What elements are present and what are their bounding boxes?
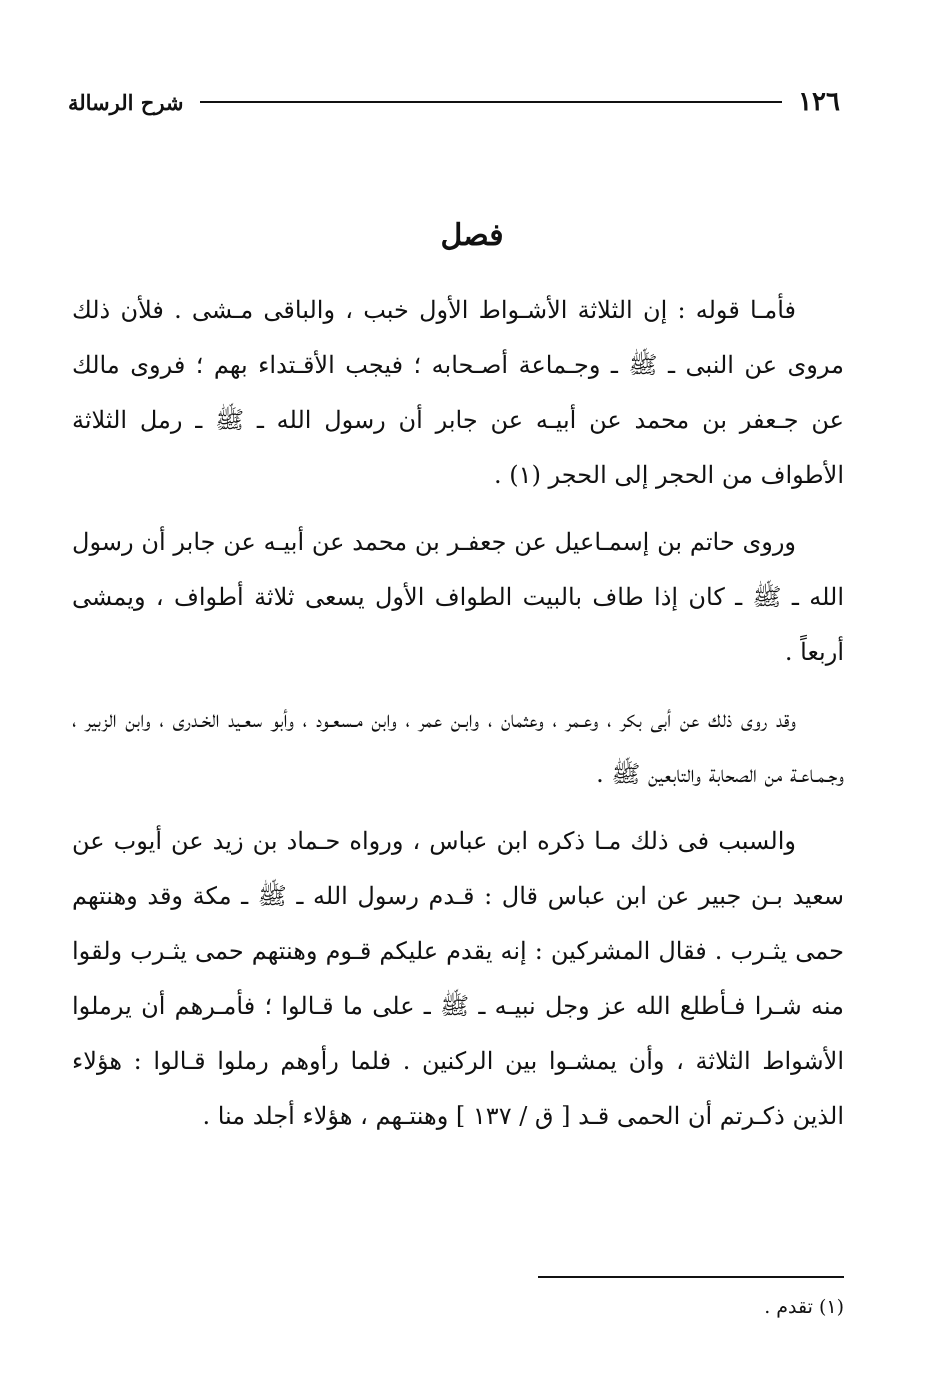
paragraph-4: والسبب فى ذلك مـا ذكره ابن عباس ، ورواه حـماد بن زيد عن أيوب عن سعيد بـن جبير عن ابن عباس قال : قـدم رسول الله ـ ﷺ ـ مكة وقد وهنتهم حمى يثـرب . فقال المشركين : إنه يقدم عليكم قـوم وهنتهم حمى يثـرب ولقوا منه شـرا فـأطلع الله عز وجل نبيـه ـ ﷺ ـ على ما قـالوا ؛ فأمـرهم أن يرملوا الأشواط الثلاثة ، وأن يمشـوا بين الركنين . فلما رأوهم رملوا قـالوا : هؤلاء الذين ذكـرتم أن الحمى قـد [ ق / ١٣٧ ] وهنتـهم ، هؤلاء أجلد منا . bbox=[72, 827, 844, 1130]
running-title: شرح الرسالة bbox=[68, 89, 184, 115]
footnote: (١) تقدم . bbox=[764, 1296, 844, 1318]
body-text bbox=[72, 283, 844, 1156]
paragraph-3: وقد روى ذلك عن أبى بكر ، وعـمر ، وعثمان ، وابـن عمر ، وابن مـسعـود ، وأبو سعـيد الخـدرى ، وابن الزبير ، وجـمـاعـة من الصحابة والتابعين ﷺ . bbox=[72, 705, 844, 788]
paragraph-2: وروى حاتم بن إسمـاعيل عن جعفـر بن محمد عن أبيـه عن جابر أن رسول الله ـ ﷺ ـ كان إذا طاف بالبيت الطواف الأول يسعى ثلاثة أطواف ، ويمشى أربعاً . bbox=[72, 528, 844, 666]
page-number: ١٢٦ bbox=[798, 87, 840, 117]
footnote-rule bbox=[538, 1276, 844, 1278]
header-rule bbox=[200, 101, 783, 103]
section-title: فصل bbox=[440, 218, 504, 253]
paragraph-1: فأمـا قوله : إن الثلاثة الأشـواط الأول خبب ، والباقى مـشى . فلأن ذلك مروى عن النبى ـ ﷺ ـ وجـماعة أصـحابه ؛ فيجب الأقـتداء بهم ؛ فروى مالك عن جـعفر بن محمد عن أبيـه عن جابر أن رسول الله ـ ﷺ ـ رمل الثلاثة الأطواف من الحجر إلى الحجر (١) . bbox=[72, 296, 844, 489]
page-header bbox=[68, 82, 840, 122]
